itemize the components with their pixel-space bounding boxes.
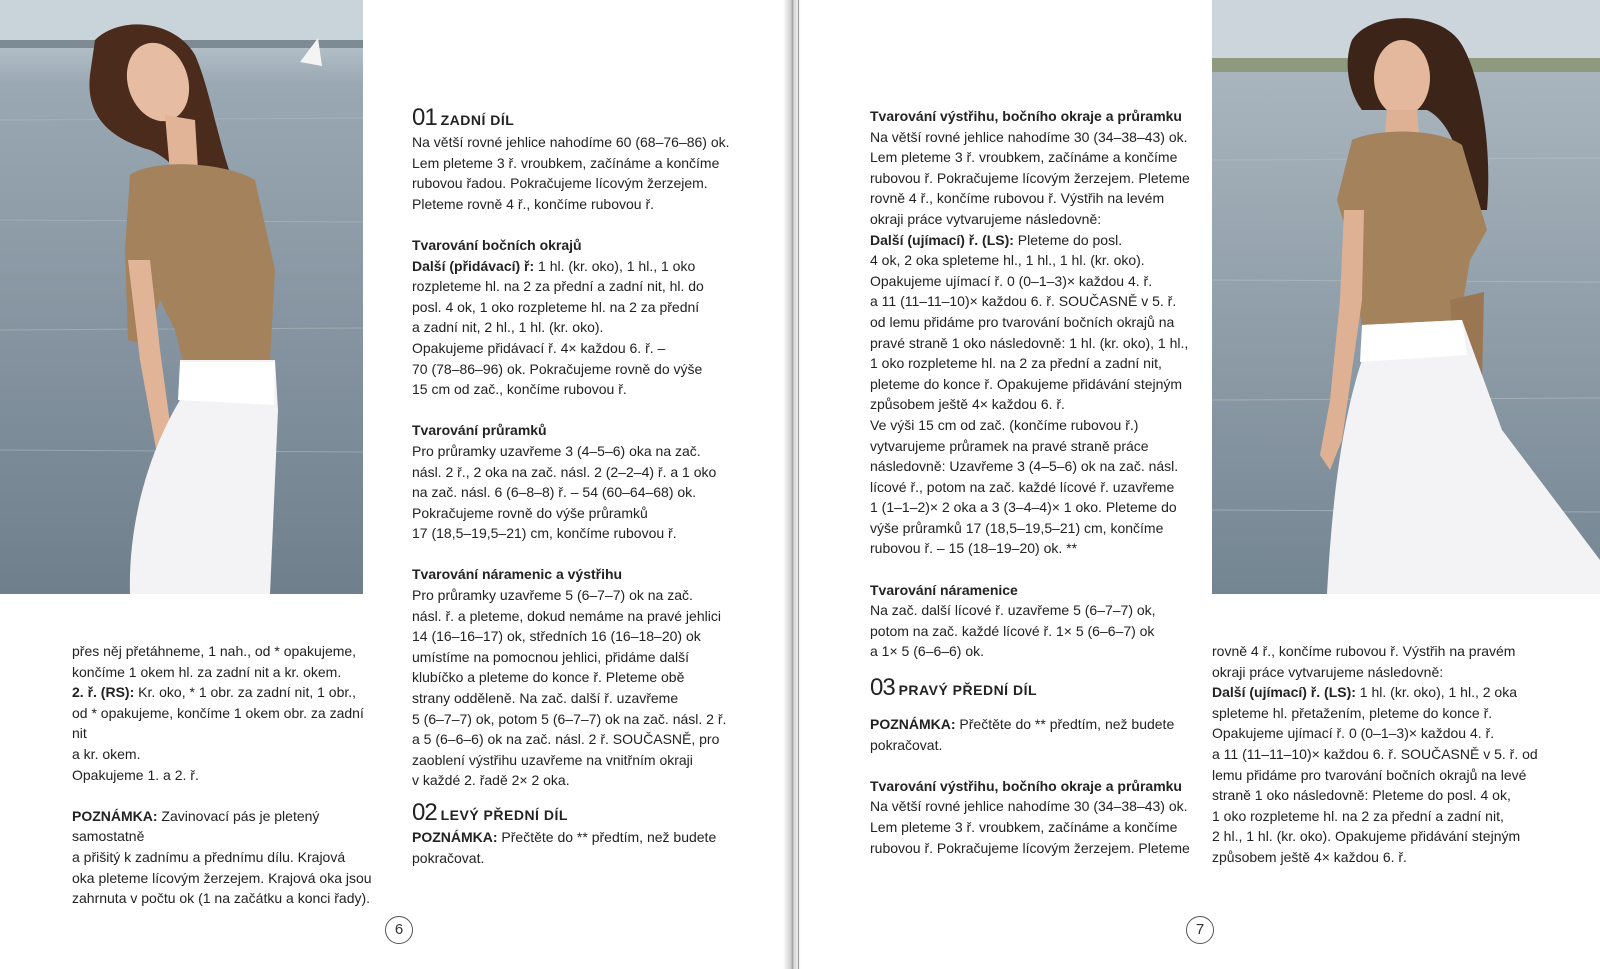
text-line: Na zač. další lícové ř. uzavřeme 5 (6–7–7) ok, <box>870 602 1156 619</box>
text-line: Na větší rovné jehlice nahodíme 30 (34–38–43) ok. <box>870 798 1188 815</box>
text-line: a zadní nit, 2 hl., 1 hl. (kr. oko). <box>412 319 604 336</box>
text-line: vytvarujeme průramek na pravé straně práce <box>870 437 1149 454</box>
page-number-left: 6 <box>385 916 413 944</box>
text-fragment: 1 hl. (kr. oko), 1 hl., 1 oko <box>534 257 696 274</box>
text-line: a přišitý k zadnímu a přednímu dílu. Krajová <box>72 848 346 865</box>
text-line: Pokračujeme rovně do výše průramků <box>412 504 648 521</box>
text-line: pleteme do konce ř. Opakujeme přidávání stejným <box>870 375 1183 392</box>
text-line: 1 (1–1–2)× 2 oka a 3 (3–4–4)× 1 oko. Pleteme do <box>870 499 1177 516</box>
photo-model-right <box>1212 0 1600 594</box>
text-line: končíme 1 okem hl. za zadní nit a kr. okem. <box>72 663 342 680</box>
section-number: 03 <box>870 674 895 702</box>
text-line: lemu přidáme pro tvarování bočních okrajů na levé <box>1212 766 1527 783</box>
text-line: a 5 (6–6–6) ok na zač. násl. 2 ř. SOUČASNĚ, pro <box>412 731 720 748</box>
text-line <box>412 827 732 848</box>
page-right <box>801 0 1600 969</box>
photo-model-left <box>0 0 363 594</box>
text-fragment: Přečtěte do ** předtím, než budete <box>497 829 717 845</box>
text-line <box>870 230 1200 251</box>
right-under-photo-text <box>1212 641 1542 868</box>
text-line: okraji práce vytvarujeme následovně: <box>1212 663 1444 680</box>
subsection-title: Tvarování průramků <box>412 422 547 439</box>
note-label: POZNÁMKA: <box>870 716 956 733</box>
text-line: násl. ř. a pleteme, dokud nemáme na pravé jehlici <box>412 607 721 624</box>
text-line: 17 (18,5–19,5–21) cm, končíme rubovou ř. <box>412 525 677 542</box>
text-line: potom na zač. každé lícové ř. 1× 5 (6–6–7) ok <box>870 622 1155 639</box>
text-line: rubovou ř. – 15 (18–19–20) ok. ** <box>870 540 1078 557</box>
page-number-right: 7 <box>1186 916 1214 944</box>
text-line: 1 oko rozpleteme hl. na 2 za přední a zadní nit, <box>870 355 1162 372</box>
text-line: 4 ok, 2 oka spleteme hl., 1 hl., 1 hl. (kr. oko). <box>870 252 1145 269</box>
model-photo-illustration <box>0 0 363 594</box>
row-label: Další (ujímací) ř. (LS): <box>870 231 1014 248</box>
text-line <box>870 714 1200 735</box>
section-title: LEVÝ PŘEDNÍ DÍL <box>440 807 568 823</box>
text-line: umístíme na pomocnou jehlici, přidáme další <box>412 648 690 665</box>
row-label: Další (přidávací) ř: <box>412 257 535 274</box>
text-line: Pleteme rovně 4 ř., končíme rubovou ř. <box>412 195 654 212</box>
text-line: a 11 (11–11–10)× každou 6. ř. SOUČASNĚ v 5. ř. od <box>1212 745 1538 762</box>
text-line: násl. 2 ř., 2 oka na zač. násl. 2 (2–2–4) ř. a 1 oko <box>412 463 717 480</box>
subsection-title: Tvarování náramenice <box>870 581 1018 598</box>
text-line: 15 cm od zač., končíme rubovou ř. <box>412 381 627 398</box>
text-line: 2 hl., 1 hl. (kr. oko). Opakujeme přidávání stejným <box>1212 828 1521 845</box>
text-line: rubovou řadou. Pokračujeme lícovým žerzejem. <box>412 175 708 192</box>
text-line: spleteme hl. přetažením, pleteme do konce ř. <box>1212 704 1493 721</box>
text-line: na zač. násl. 6 (6–8–8) ř. – 54 (60–64–68) ok. <box>412 484 697 501</box>
text-line: rovně 4 ř., končíme rubovou ř. Výstřih na levém <box>870 190 1165 207</box>
text-fragment: Zavinovací pás je pletený samostatně <box>72 807 320 845</box>
text-line: zaoblení výstřihu uzavřeme na vnitřním okraji <box>412 751 693 768</box>
text-line: 5 (6–7–7) ok, potom 5 (6–7–7) ok na zač. násl. 2 ř. <box>412 710 727 727</box>
text-line: 70 (78–86–96) ok. Pokračujeme rovně do výše <box>412 360 703 377</box>
text-line: Na větší rovné jehlice nahodíme 30 (34–38–43) ok. <box>870 128 1188 145</box>
text-line: pravé straně 1 oko následovně: 1 hl. (kr. oko), 1 hl., <box>870 334 1189 351</box>
text-line <box>1212 682 1542 703</box>
text-line: následovně: Uzavřeme 3 (4–5–6) ok na zač. násl. <box>870 458 1179 475</box>
text-line: způsobem ještě 4× každou 6. ř. <box>1212 848 1407 865</box>
text-line: Opakujeme ujímací ř. 0 (0–1–3)× každou 4. ř. <box>1212 725 1495 742</box>
subsection-title: Tvarování náramenic a výstřihu <box>412 566 623 583</box>
text-line: strany odděleně. Na zač. další ř. uzavřeme <box>412 690 679 707</box>
text-line: od lemu přidáme pro tvarování bočních okrajů na <box>870 313 1175 330</box>
section-number: 01 <box>412 104 437 131</box>
text-line: přes něj přetáhneme, 1 nah., od * opakujeme, <box>72 643 357 659</box>
text-line <box>72 806 372 847</box>
text-line: klubíčko a pleteme do konce ř. Pleteme obě <box>412 669 685 686</box>
text-line: straně 1 oko následovně: Pleteme do posl. 4 ok, <box>1212 787 1511 804</box>
text-fragment: Přečtěte do ** předtím, než budete <box>955 716 1175 733</box>
text-line <box>72 682 372 703</box>
right-main-column <box>870 106 1200 858</box>
section-number: 02 <box>412 799 437 826</box>
subsection-title: Tvarování výstřihu, bočního okraje a průramku <box>870 108 1182 124</box>
section-heading-02 <box>412 799 732 827</box>
section-title: PRAVÝ PŘEDNÍ DÍL <box>898 682 1038 699</box>
text-line: rovně 4 ř., končíme rubovou ř. Výstřih na pravém <box>1212 643 1516 659</box>
text-line: Opakujeme přidávací ř. 4× každou 6. ř. – <box>412 339 666 356</box>
text-line: 14 (16–16–17) ok, středních 16 (16–18–20) ok <box>412 628 701 645</box>
text-line: od * opakujeme, končíme 1 okem obr. za zadní nit <box>72 704 364 742</box>
text-line: a 11 (11–11–10)× každou 6. ř. SOUČASNĚ v 5. ř. <box>870 293 1177 310</box>
subsection-title: Tvarování výstřihu, bočního okraje a průramku <box>870 777 1182 794</box>
model-photo-illustration <box>1212 0 1600 594</box>
text-line: pokračovat. <box>412 849 485 866</box>
text-line: Na větší rovné jehlice nahodíme 60 (68–76–86) ok. <box>412 134 730 150</box>
text-line: způsobem ještě 4× každou 6. ř. <box>870 396 1065 413</box>
left-main-column <box>412 100 732 868</box>
section-heading-01 <box>412 104 732 132</box>
text-line: a kr. okem. <box>72 745 141 762</box>
text-line: Lem pleteme 3 ř. vroubkem, začínáme a končíme <box>870 149 1178 166</box>
page-left <box>0 0 783 969</box>
text-line <box>412 256 732 277</box>
section-title: ZADNÍ DÍL <box>440 112 515 128</box>
text-line: pokračovat. <box>870 736 943 753</box>
row-label: Další (ujímací) ř. (LS): <box>1212 684 1356 701</box>
text-line: Ve výši 15 cm od zač. (končíme rubovou ř.) <box>870 416 1139 433</box>
text-line: rubovou ř. Pokračujeme lícovým žerzejem. Pleteme <box>870 839 1190 856</box>
text-line: oka pleteme lícovým žerzejem. Krajová oka jsou <box>72 869 372 886</box>
note-label: POZNÁMKA: <box>72 807 158 824</box>
text-line: v každé 2. řadě 2× 2 oka. <box>412 772 570 789</box>
text-line: výše průramků 17 (18,5–19,5–21) cm, končíme <box>870 519 1164 536</box>
text-line: Opakujeme 1. a 2. ř. <box>72 766 199 783</box>
text-fragment: Pleteme do posl. <box>1013 231 1123 248</box>
text-fragment: Kr. oko, * 1 obr. za zadní nit, 1 obr., <box>134 684 357 701</box>
text-line: Pro průramky uzavřeme 5 (6–7–7) ok na zač. <box>412 587 693 604</box>
left-under-photo-text <box>72 641 372 909</box>
text-line: Lem pleteme 3 ř. vroubkem, začínáme a končíme <box>412 154 720 171</box>
text-line: rubovou ř. Pokračujeme lícovým žerzejem. Pleteme <box>870 169 1190 186</box>
text-line: okraji práce vytvarujeme následovně: <box>870 210 1102 227</box>
text-line: lícové ř., potom na zač. každé lícové ř. uzavřeme <box>870 478 1175 495</box>
section-heading-03 <box>870 674 1200 702</box>
text-fragment: 1 hl. (kr. oko), 1 hl., 2 oka <box>1355 684 1517 701</box>
gutter-line <box>798 0 799 969</box>
row-label: 2. ř. (RS): <box>72 684 135 701</box>
text-line: a 1× 5 (6–6–6) ok. <box>870 643 985 660</box>
subsection-title: Tvarování bočních okrajů <box>412 236 582 253</box>
text-line: posl. 4 ok, 1 oko rozpleteme hl. na 2 za přední <box>412 298 700 315</box>
text-line: 1 oko rozpleteme hl. na 2 za přední a zadní nit, <box>1212 807 1504 824</box>
note-label: POZNÁMKA: <box>412 829 498 845</box>
text-line: Opakujeme ujímací ř. 0 (0–1–3)× každou 4. ř. <box>870 272 1153 289</box>
text-line: Lem pleteme 3 ř. vroubkem, začínáme a končíme <box>870 819 1178 835</box>
text-line: zahrnuta v počtu ok (1 na začátku a konci řady). <box>72 890 371 907</box>
text-line: Pro průramky uzavřeme 3 (4–5–6) oka na zač. <box>412 442 701 459</box>
text-line: rozpleteme hl. na 2 za přední a zadní nit, hl. do <box>412 278 704 295</box>
